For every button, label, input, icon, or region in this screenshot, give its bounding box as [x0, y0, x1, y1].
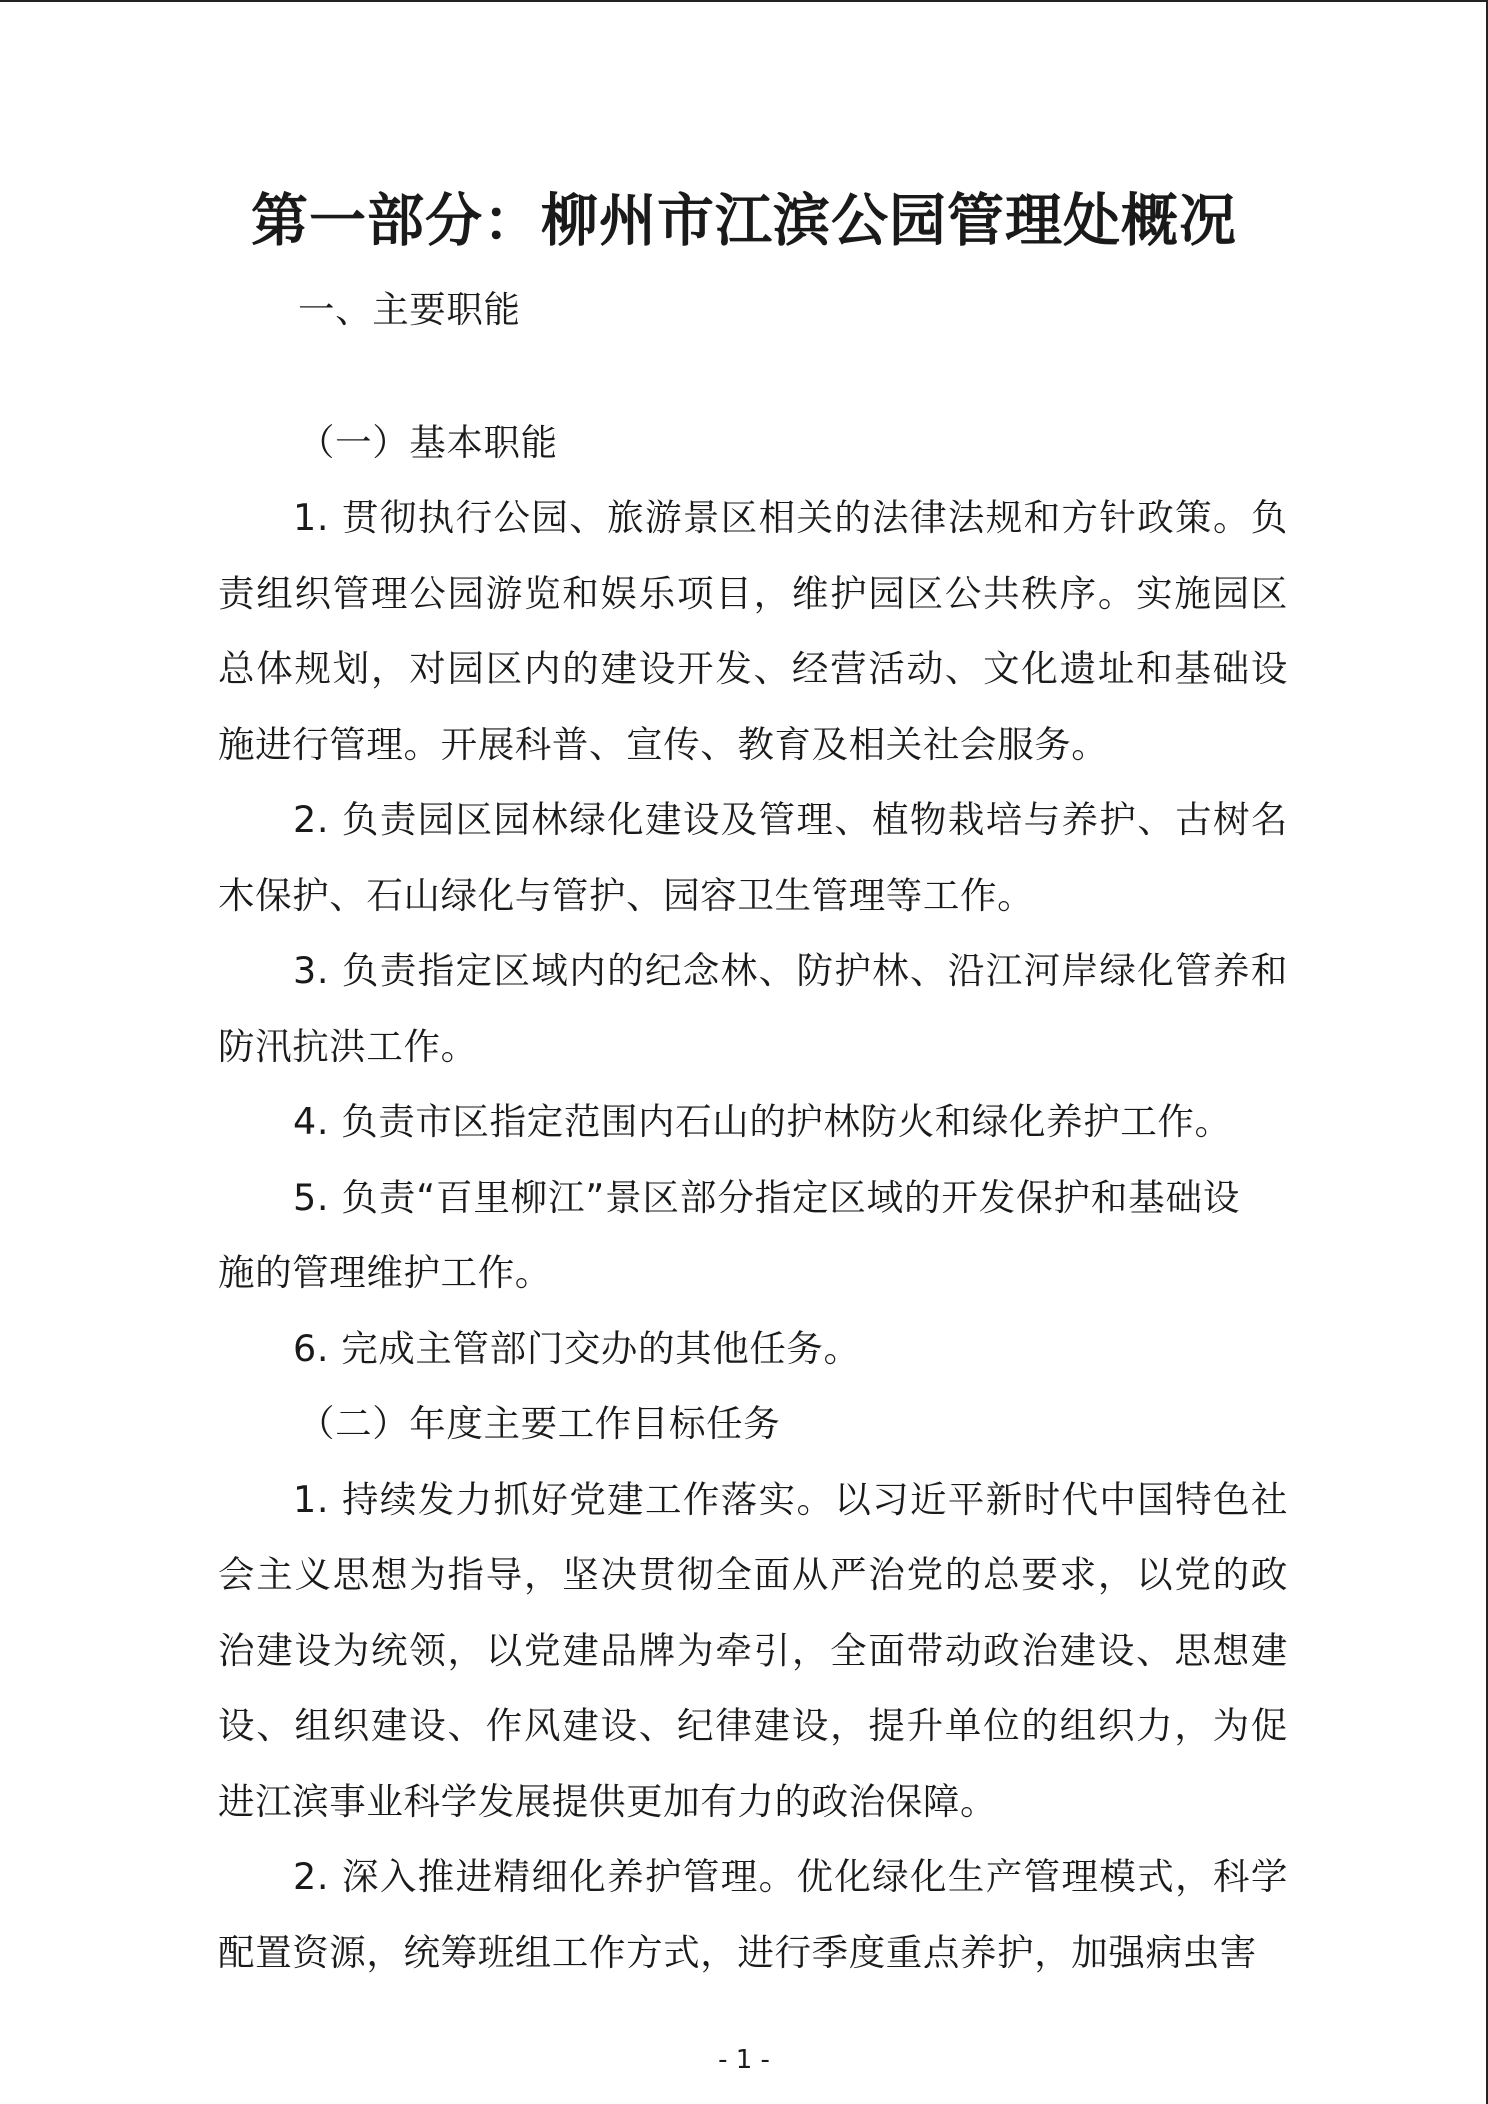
document-body — [218, 272, 1288, 1990]
section-heading: 一、主要职能 — [298, 288, 521, 331]
page-number: - 1 - — [718, 2045, 770, 2075]
document-title: 第一部分：柳州市江滨公园管理处概况 — [251, 188, 1237, 255]
subsection-heading: （一）基本职能 — [298, 420, 558, 464]
duty-paragraph: 1. 贯彻执行公园、旅游景区相关的法律法规和方针政策。负责组织管理公园游览和娱乐项目，维护园区公共秩序。实施园区总体规划，对园区内的建设开发、经营活动、文化遗址和基础设施进行管理。开展科普、宣传、教育及相关社会服务。 — [218, 496, 1288, 766]
duty-paragraph: 3. 负责指定区域内的纪念林、防护林、沿江河岸绿化管养和防汛抗洪工作。 — [218, 949, 1288, 1068]
duty-paragraph: 2. 负责园区园林绿化建设及管理、植物栽培与养护、古树名木保护、石山绿化与管护、园容卫生管理等工作。 — [218, 798, 1288, 917]
duty-paragraph: 6. 完成主管部门交办的其他任务。 — [293, 1326, 861, 1370]
task-paragraph: 1. 持续发力抓好党建工作落实。以习近平新时代中国特色社会主义思想为指导，坚决贯彻全面从严治党的总要求，以党的政治建设为统领，以党建品牌为牵引，全面带动政治建设、思想建设、组织建设、作风建设、纪律建设，提升单位的组织力，为促进江滨事业科学发展提供更加有力的政治保障。 — [218, 1477, 1288, 1823]
subsection-heading: （二）年度主要工作目标任务 — [298, 1402, 781, 1445]
task-paragraph: 2. 深入推进精细化养护管理。优化绿化生产管理模式，科学配置资源，统筹班组工作方式，进行季度重点养护，加强病虫害 — [218, 1855, 1288, 1974]
duty-paragraph: 5. 负责“百里柳江”景区部分指定区域的开发保护和基础设施的管理维护工作。 — [218, 1175, 1240, 1294]
duty-paragraph: 4. 负责市区指定范围内石山的护林防火和绿化养护工作。 — [293, 1100, 1232, 1143]
